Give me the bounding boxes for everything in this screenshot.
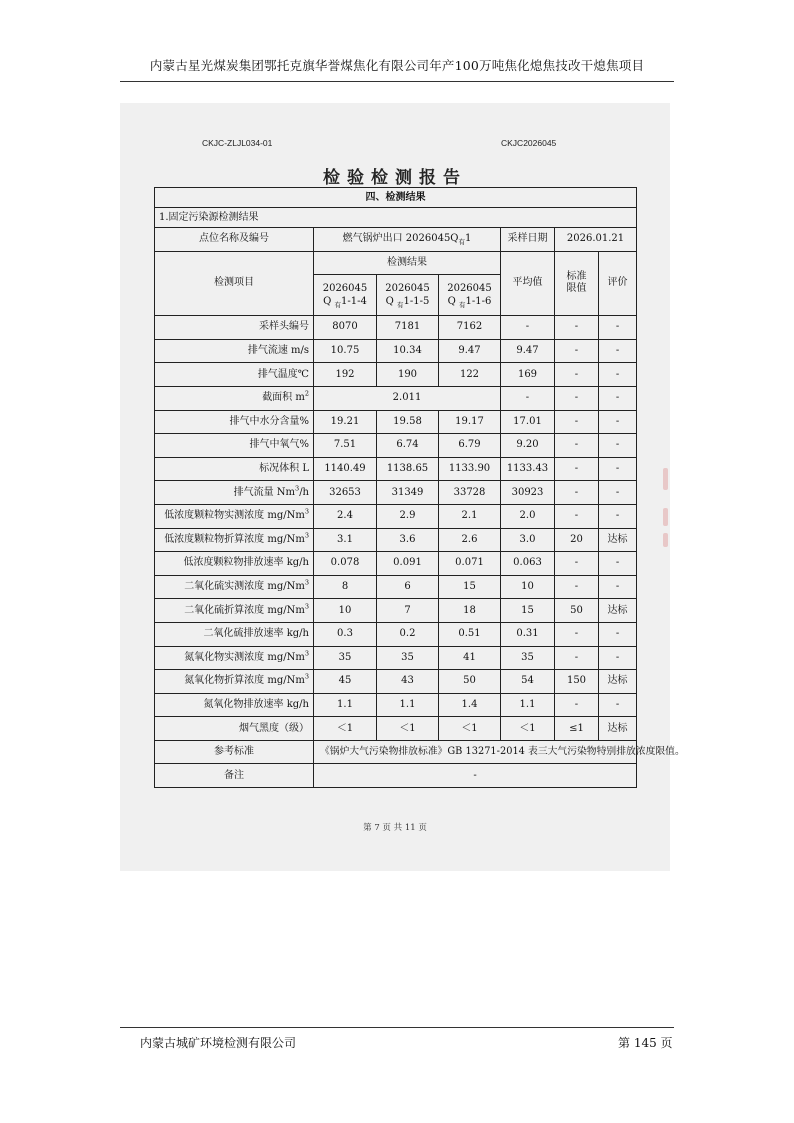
limit-cell: 20	[555, 528, 599, 552]
avg-cell: 0.063	[501, 552, 555, 576]
footer-divider	[120, 1027, 674, 1028]
value-cell: 2.9	[377, 504, 439, 528]
row-label: 标况体积 L	[155, 457, 314, 481]
eval-cell: -	[599, 386, 637, 410]
form-code: CKJC-ZLJL034-01	[202, 138, 273, 148]
limit-cell: -	[555, 457, 599, 481]
row-label: 二氧化硫排放速率 kg/h	[155, 622, 314, 646]
value-cell: 19.17	[439, 410, 501, 434]
value-cell: 9.47	[439, 339, 501, 363]
report-page-number: 第 7 页 共 11 页	[363, 823, 427, 833]
table-row	[155, 528, 637, 552]
value-cell: 7181	[377, 316, 439, 340]
table-row	[155, 504, 637, 528]
value-cell: 45	[314, 670, 377, 694]
value-cell: ＜1	[314, 717, 377, 741]
value-cell: 35	[377, 646, 439, 670]
value-cell: 2.6	[439, 528, 501, 552]
row-label: 低浓度颗粒物实测浓度 mg/Nm$^3$	[155, 504, 314, 528]
avg-cell: 35	[501, 646, 555, 670]
eval-cell: 达标	[599, 717, 637, 741]
seal-edge-mark	[663, 533, 668, 547]
value-cell: 0.071	[439, 552, 501, 576]
value-cell: 33728	[439, 481, 501, 505]
point-label: 点位名称及编号	[155, 228, 314, 252]
eval-cell: -	[599, 410, 637, 434]
value-cell: 0.3	[314, 622, 377, 646]
results-header: 检测结果	[314, 251, 501, 275]
item-header: 检测项目	[155, 251, 314, 316]
row-label: 氮氧化物折算浓度 mg/Nm$^3$	[155, 670, 314, 694]
reference-row	[155, 740, 637, 764]
table-row	[155, 646, 637, 670]
value-cell: 192	[314, 363, 377, 387]
value-cell: 2.011	[314, 386, 501, 410]
row-label: 氮氧化物实测浓度 mg/Nm$^3$	[155, 646, 314, 670]
report-number: CKJC2026045	[501, 138, 557, 148]
value-cell: ＜1	[439, 717, 501, 741]
remark-label: 备注	[155, 764, 314, 788]
eval-cell: -	[599, 434, 637, 458]
value-cell: 19.21	[314, 410, 377, 434]
table-row	[155, 693, 637, 717]
avg-cell: 0.31	[501, 622, 555, 646]
table-row	[155, 434, 637, 458]
avg-cell: -	[501, 386, 555, 410]
table-row	[155, 552, 637, 576]
value-cell: 6.74	[377, 434, 439, 458]
section-title: 四、检测结果	[155, 188, 637, 208]
limit-cell: -	[555, 575, 599, 599]
limit-cell: -	[555, 316, 599, 340]
avg-cell: ＜1	[501, 717, 555, 741]
value-cell: 35	[314, 646, 377, 670]
row-label: 二氧化硫折算浓度 mg/Nm$^3$	[155, 599, 314, 623]
footer-company: 内蒙古城矿环境检测有限公司	[140, 1036, 297, 1050]
eval-cell: -	[599, 363, 637, 387]
limit-cell: 150	[555, 670, 599, 694]
table-row	[155, 339, 637, 363]
value-cell: 50	[439, 670, 501, 694]
avg-header: 平均值	[501, 251, 555, 316]
limit-cell: -	[555, 434, 599, 458]
eval-cell: 达标	[599, 670, 637, 694]
value-cell: 1.1	[314, 693, 377, 717]
row-label: 二氧化硫实测浓度 mg/Nm$^3$	[155, 575, 314, 599]
row-label: 排气温度℃	[155, 363, 314, 387]
value-cell: 6.79	[439, 434, 501, 458]
value-cell: 0.51	[439, 622, 501, 646]
limit-cell: -	[555, 622, 599, 646]
row-label: 截面积 $m^2$	[155, 386, 314, 410]
sample-id-2: 2026045 Q $_有$1-1-5	[377, 275, 439, 316]
row-label: 氮氧化物排放速率 kg/h	[155, 693, 314, 717]
value-cell: 1133.90	[439, 457, 501, 481]
eval-cell: -	[599, 316, 637, 340]
table-row	[155, 457, 637, 481]
eval-cell: -	[599, 646, 637, 670]
value-cell: 8	[314, 575, 377, 599]
value-cell: 8070	[314, 316, 377, 340]
value-cell: 1140.49	[314, 457, 377, 481]
avg-cell: 1.1	[501, 693, 555, 717]
header-divider	[120, 81, 674, 82]
table-row	[155, 481, 637, 505]
point-value: 燃气锅炉出口 $2026045Q_有1$	[314, 228, 501, 252]
value-cell: 2.1	[439, 504, 501, 528]
row-label: 低浓度颗粒物排放速率 kg/h	[155, 552, 314, 576]
value-cell: 10	[314, 599, 377, 623]
value-cell: 7162	[439, 316, 501, 340]
row-label: 烟气黑度（级）	[155, 717, 314, 741]
value-cell: 32653	[314, 481, 377, 505]
table-row	[155, 363, 637, 387]
value-cell: 190	[377, 363, 439, 387]
avg-cell: 9.20	[501, 434, 555, 458]
limit-cell: -	[555, 504, 599, 528]
table-row	[155, 410, 637, 434]
avg-cell: 15	[501, 599, 555, 623]
reference-value: 《锅炉大气污染物排放标准》GB 13271-2014 表三大气污染物特别排放浓度限值。	[314, 740, 637, 764]
table-row	[155, 670, 637, 694]
row-label: 排气中水分含量%	[155, 410, 314, 434]
value-cell: 1.4	[439, 693, 501, 717]
avg-cell: 3.0	[501, 528, 555, 552]
avg-cell: -	[501, 316, 555, 340]
limit-cell: -	[555, 386, 599, 410]
value-cell: 41	[439, 646, 501, 670]
scanned-report-page	[120, 103, 685, 871]
value-cell: 122	[439, 363, 501, 387]
eval-cell: -	[599, 552, 637, 576]
value-cell: 10.34	[377, 339, 439, 363]
value-cell: 10.75	[314, 339, 377, 363]
value-cell: ＜1	[377, 717, 439, 741]
avg-cell: 2.0	[501, 504, 555, 528]
sample-id-1: 2026045 Q $_有$1-1-4	[314, 275, 377, 316]
value-cell: 1.1	[377, 693, 439, 717]
avg-cell: 54	[501, 670, 555, 694]
eval-cell: -	[599, 339, 637, 363]
table-row	[155, 386, 637, 410]
value-cell: 1138.65	[377, 457, 439, 481]
date-value: 2026.01.21	[555, 228, 637, 252]
seal-edge-mark	[663, 468, 668, 490]
value-cell: 2.4	[314, 504, 377, 528]
value-cell: 18	[439, 599, 501, 623]
value-cell: 31349	[377, 481, 439, 505]
avg-cell: 9.47	[501, 339, 555, 363]
eval-cell: -	[599, 457, 637, 481]
table-row	[155, 717, 637, 741]
row-label: 排气流速 m/s	[155, 339, 314, 363]
limit-cell: -	[555, 339, 599, 363]
limit-cell: -	[555, 693, 599, 717]
row-label: 低浓度颗粒物折算浓度 mg/Nm$^3$	[155, 528, 314, 552]
avg-cell: 1133.43	[501, 457, 555, 481]
value-cell: 15	[439, 575, 501, 599]
eval-cell: -	[599, 481, 637, 505]
limit-cell: -	[555, 410, 599, 434]
table-row	[155, 599, 637, 623]
value-cell: 19.58	[377, 410, 439, 434]
value-cell: 0.2	[377, 622, 439, 646]
eval-cell: -	[599, 622, 637, 646]
avg-cell: 17.01	[501, 410, 555, 434]
limit-cell: 50	[555, 599, 599, 623]
results-table	[154, 187, 685, 788]
table-row	[155, 316, 637, 340]
value-cell: 43	[377, 670, 439, 694]
value-cell: 0.078	[314, 552, 377, 576]
eval-cell: 达标	[599, 528, 637, 552]
limit-header: 标准 限值	[555, 251, 599, 316]
footer-page-number: 第 145 页	[618, 1036, 673, 1050]
remark-row	[155, 764, 637, 788]
avg-cell: 10	[501, 575, 555, 599]
eval-cell: -	[599, 575, 637, 599]
value-cell: 7.51	[314, 434, 377, 458]
table-row	[155, 622, 637, 646]
seal-edge-mark	[663, 508, 668, 526]
report-title: 检验检测报告	[323, 168, 467, 188]
row-label: 采样头编号	[155, 316, 314, 340]
eval-header: 评价	[599, 251, 637, 316]
limit-cell: -	[555, 552, 599, 576]
value-cell: 3.1	[314, 528, 377, 552]
eval-cell: -	[599, 504, 637, 528]
row-label: 排气中氧气%	[155, 434, 314, 458]
limit-cell: ≤1	[555, 717, 599, 741]
limit-cell: -	[555, 363, 599, 387]
value-cell: 6	[377, 575, 439, 599]
value-cell: 7	[377, 599, 439, 623]
eval-cell: 达标	[599, 599, 637, 623]
avg-cell: 169	[501, 363, 555, 387]
row-label: 排气流量 Nm$^3$/h	[155, 481, 314, 505]
value-cell: 3.6	[377, 528, 439, 552]
limit-cell: -	[555, 646, 599, 670]
avg-cell: 30923	[501, 481, 555, 505]
value-cell: 0.091	[377, 552, 439, 576]
eval-cell: -	[599, 693, 637, 717]
table-row	[155, 575, 637, 599]
page-header-title: 内蒙古星光煤炭集团鄂托克旗华誉煤焦化有限公司年产100万吨焦化熄焦技改干熄焦项目	[149, 58, 645, 73]
limit-cell: -	[555, 481, 599, 505]
sample-id-3: 2026045 Q $_有$1-1-6	[439, 275, 501, 316]
reference-label: 参考标准	[155, 740, 314, 764]
remark-value: -	[314, 764, 637, 788]
subsection-title: 1.固定污染源检测结果	[155, 208, 637, 228]
date-label: 采样日期	[501, 228, 555, 252]
